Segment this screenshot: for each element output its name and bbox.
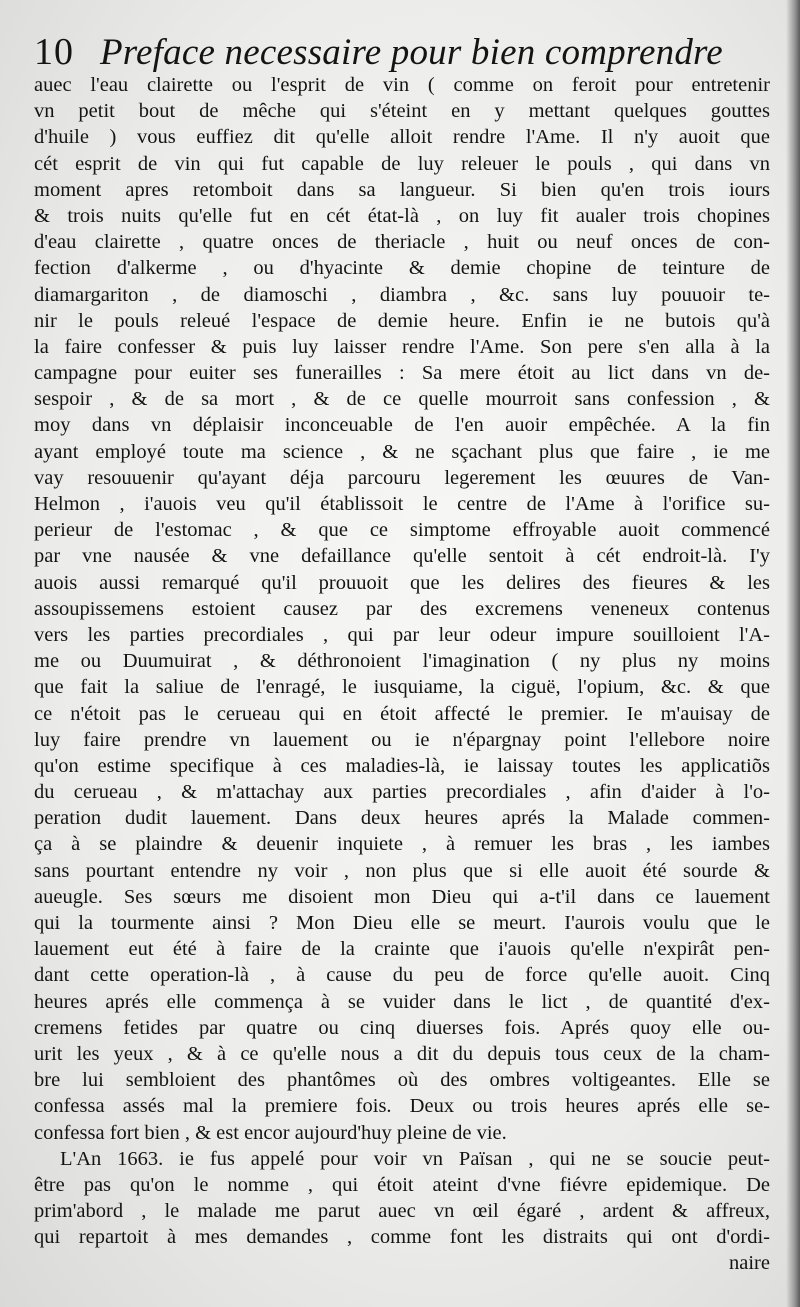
- text-line: que fait la saliue de l'enragé, le iusquiame, la ciguë, l'opium, &c. & que: [34, 676, 770, 699]
- text-line: fection d'alkerme , ou d'hyacinte & demie chopine de teinture de: [34, 257, 770, 280]
- text-line: ayant employé toute ma science , & ne sçachant plus que faire , ie me: [34, 440, 770, 463]
- text-line: du cerueau , & m'attachay aux parties precordiales , afin d'aider à l'o-: [34, 781, 770, 804]
- catchword: naire: [729, 1252, 770, 1275]
- text-line: lauement eut été à faire de la crainte que i'auois qu'elle n'expirât pen-: [34, 938, 770, 961]
- text-line: être pas qu'on le nomme , qui étoit ateint d'vne fiévre epidemique. De: [34, 1173, 770, 1196]
- text-line: qui la tourmente ainsi ? Mon Dieu elle se meurt. I'aurois voulu que le: [34, 912, 770, 934]
- body-text: [34, 72, 770, 1277]
- text-line: bre lui sembloient des phantômes où des ombres voltigeantes. Elle se: [34, 1069, 770, 1092]
- text-line: aueugle. Ses sœurs me disoient mon Dieu qui a-t'il dans ce lauement: [34, 885, 770, 908]
- text-line: ça à se plaindre & deuenir inquiete , à remuer les bras , les iambes: [34, 833, 770, 856]
- text-line: heures aprés elle commença à se vuider dans le lict , de quantité d'ex-: [34, 990, 770, 1013]
- text-line: auec l'eau clairette ou l'esprit de vin ( comme on feroit pour entretenir: [34, 74, 770, 96]
- text-line: Helmon , i'auois veu qu'il établissoit le centre de l'Ame à l'orifice su-: [34, 493, 770, 515]
- text-line: qui repartoit à mes demandes , comme font les distraits qui ont d'ordi-: [34, 1226, 770, 1249]
- text-line: moment apres retomboit dans sa langueur. Si bien qu'en trois iours: [34, 178, 770, 201]
- text-line: par vne nausée & vne defaillance qu'elle sentoit à cét endroit-là. I'y: [34, 545, 770, 568]
- text-line: prim'abord , le malade me parut auec vn œil égaré , ardent & affreux,: [34, 1200, 770, 1223]
- text-line: & trois nuits qu'elle fut en cét état-là , on luy fit aualer trois chopines: [34, 204, 770, 227]
- text-line: perieur de l'estomac , & que ce simptome effroyable auoit commencé: [34, 519, 770, 542]
- text-line: vay resouuenir qu'ayant déja parcouru legerement les œuures de Van-: [34, 466, 770, 489]
- text-line: d'huile ) vous euffiez dit qu'elle alloit rendre l'Ame. Il n'y auoit que: [34, 126, 770, 149]
- text-line: la faire confesser & puis luy laisser rendre l'Ame. Son pere s'en alla à la: [34, 335, 770, 358]
- text-line: peration dudit lauement. Dans deux heures aprés la Malade commen-: [34, 807, 770, 830]
- text-line: vn petit bout de mêche qui s'éteint en y mettant quelques gouttes: [34, 100, 770, 123]
- text-line: campagne pour euiter ses funerailles : Sa mere étoit au lict dans vn de-: [34, 362, 770, 385]
- text-line: urit les yeux , & à ce qu'elle nous a dit du depuis tous ceux de la cham-: [34, 1042, 770, 1065]
- text-line: qu'on estime specifique à ces maladies-là, ie laissay toutes les applicatiõs: [34, 754, 770, 777]
- text-line: confessa assés mal la premiere fois. Deux ou trois heures aprés elle se-: [34, 1095, 770, 1118]
- text-line: diamargariton , de diamoschi , diambra , &c. sans luy pouuoir te-: [34, 283, 770, 306]
- text-line: moy dans vn déplaisir inconceuable de l'en auoir empêchée. A la fin: [34, 414, 770, 437]
- text-line: sans pourtant entendre ny voir , non plus que si elle auoit été sourde &: [34, 859, 770, 882]
- text-line: auois aussi remarqué qu'il prouuoit que les delires des fieures & les: [34, 571, 770, 594]
- text-line: luy faire prendre vn lauement ou ie n'épargnay point l'ellebore noire: [34, 728, 770, 751]
- running-head: Preface necessaire pour bien comprendre: [100, 32, 723, 73]
- text-line: cremens fetides par quatre ou cinq diuerses fois. Aprés quoy elle ou-: [34, 1016, 770, 1039]
- text-line: assoupissemens estoient causez par des excremens veneneux contenus: [34, 597, 770, 620]
- text-line: cét esprit de vin qui fut capable de luy releuer le pouls , qui dans vn: [34, 152, 770, 175]
- text-line: vers les parties precordiales , qui par leur odeur impure souilloient l'A-: [34, 623, 770, 646]
- paragraph-end-line: confessa fort bien , & est encor aujourd'huy pleine de vie.: [34, 1121, 507, 1144]
- text-line: dant cette operation-là , à cause du peu de force qu'elle auoit. Cinq: [34, 964, 770, 987]
- text-line: me ou Duumuirat , & déthronoient l'imagination ( ny plus ny moins: [34, 650, 770, 673]
- page-number: 10: [34, 31, 74, 73]
- text-line: d'eau clairette , quatre onces de theriacle , huit ou neuf onces de con-: [34, 231, 770, 254]
- text-line: nir le pouls releué l'espace de demie heure. Enfin ie ne butois qu'à: [34, 309, 770, 332]
- text-line: ce n'étoit pas le cerueau qui en étoit affecté le premier. Ie m'auisay de: [34, 702, 770, 725]
- text-line: sespoir , & de sa mort , & de ce quelle mourroit sans confession , &: [34, 388, 770, 411]
- paragraph-start-line: L'An 1663. ie fus appelé pour voir vn Païsan , qui ne se soucie peut-: [60, 1147, 770, 1170]
